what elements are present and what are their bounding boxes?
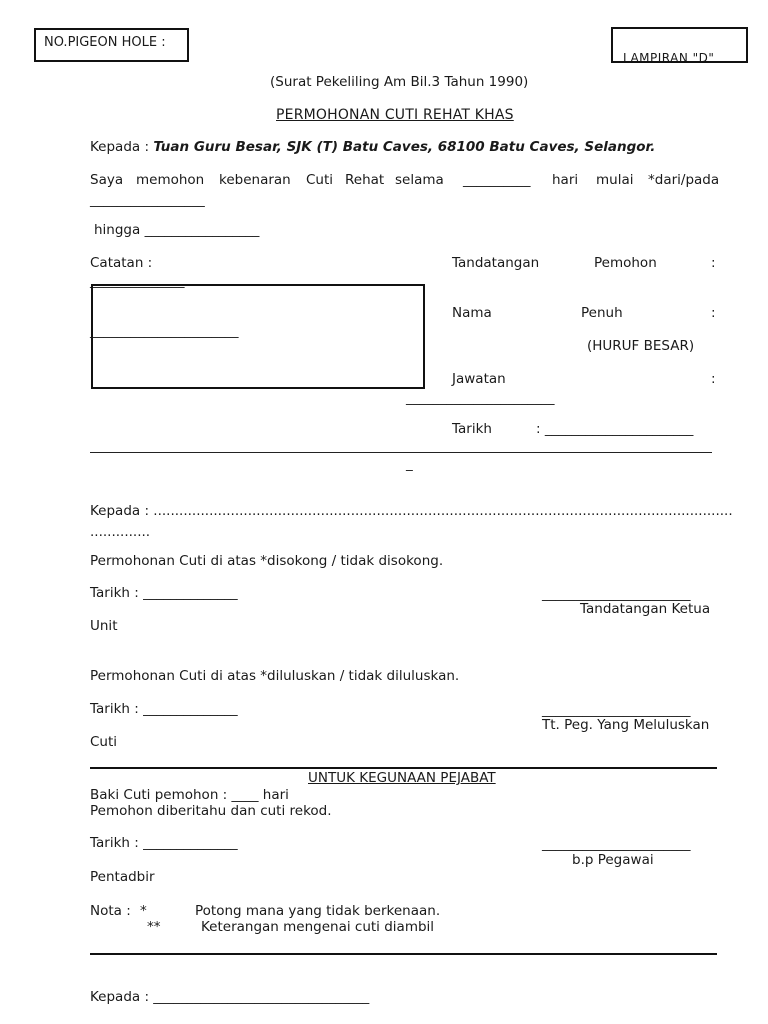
pigeon-hole-box [34,28,189,62]
catatan-line-1: ______________ [90,273,185,289]
signature-colon: : [711,255,716,271]
request-word-cuti: Cuti [306,172,334,188]
request-word-selama: selama [395,172,444,188]
office-signature-label-cont: Pentadbir [90,869,155,885]
request-word-dari-pada: *dari/pada [648,172,720,188]
catatan-line-2: ______________________ [90,323,239,339]
position-line: ______________________ [406,390,555,406]
position-label: Jawatan [452,371,506,387]
name-label: Nama [452,305,492,321]
address-label: Kepada : [90,139,154,155]
support-signature-label-cont: Unit [90,618,118,634]
support-statement: Permohonan Cuti di atas *disokong / tidak disokong. [90,553,444,569]
section-divider [90,452,712,453]
office-heading: UNTUK KEGUNAAN PEJABAT [308,770,496,786]
lampiran-box [611,27,748,63]
support-signature-line: ______________________ [542,586,691,602]
catatan-label: Catatan : [90,255,153,271]
applicant-label: Pemohon [594,255,657,271]
office-signature-label: b.p Pegawai [572,852,654,868]
address-line [90,139,655,155]
notes-text-1: Potong mana yang tidak berkenaan. [195,903,441,919]
applicant-notified: Pemohon diberitahu dan cuti rekod. [90,803,332,819]
office-divider [90,767,717,769]
approval-signature-line: ______________________ [542,702,691,718]
pigeon-hole-label: NO.PIGEON HOLE : [44,35,166,50]
approval-signature-label-cont: Cuti [90,734,118,750]
notes-text-2: Keterangan mengenai cuti diambil [201,919,435,935]
address-recipient: Tuan Guru Besar, SJK (T) Batu Caves, 68100 Batu Caves, Selangor. [153,139,656,155]
footer-recipient: Kepada : ________________________________ [90,989,370,1005]
request-word-rehat: Rehat [345,172,385,188]
request-word-memohon: memohon [136,172,205,188]
approval-statement: Permohonan Cuti di atas *diluluskan / tidak diluluskan. [90,668,460,684]
request-word-mulai: mulai [596,172,634,188]
date-line: : ______________________ [536,421,694,437]
approval-signature-label: Tt. Peg. Yang Meluluskan [542,717,710,733]
leave-balance: Baki Cuti pemohon : ____ hari [90,787,289,803]
footer-divider [90,953,717,955]
position-colon: : [711,371,716,387]
request-word-saya: Saya [90,172,124,188]
form-title: PERMOHONAN CUTI REHAT KHAS [276,107,514,123]
notes-label: Nota : [90,903,131,919]
date-label: Tarikh [452,421,492,437]
uppercase-note: (HURUF BESAR) [587,338,695,354]
request-until: hingga _________________ [94,222,260,238]
full-label: Penuh [581,305,623,321]
office-date: Tarikh : ______________ [90,835,238,851]
request-days-blank: __________ [463,172,531,188]
circular-reference: (Surat Pekeliling Am Bil.3 Tahun 1990) [270,74,529,90]
signature-label: Tandatangan [452,255,540,271]
support-recipient-cont: .............. [90,524,151,540]
name-colon: : [711,305,716,321]
office-signature-line: ______________________ [542,836,691,852]
support-signature-label: Tandatangan Ketua [580,601,711,617]
divider-dash: _ [406,456,413,472]
support-recipient: Kepada : ....................................................................................................................................... [90,503,733,519]
approval-date: Tarikh : ______________ [90,701,238,717]
lampiran-label: LAMPIRAN "D" [623,51,715,63]
request-word-kebenaran: kebenaran [219,172,291,188]
notes-star-2: ** [147,919,161,935]
support-date: Tarikh : ______________ [90,585,238,601]
request-word-hari: hari [552,172,579,188]
notes-star-1: * [140,903,147,919]
request-from-blank: _________________ [90,192,205,208]
